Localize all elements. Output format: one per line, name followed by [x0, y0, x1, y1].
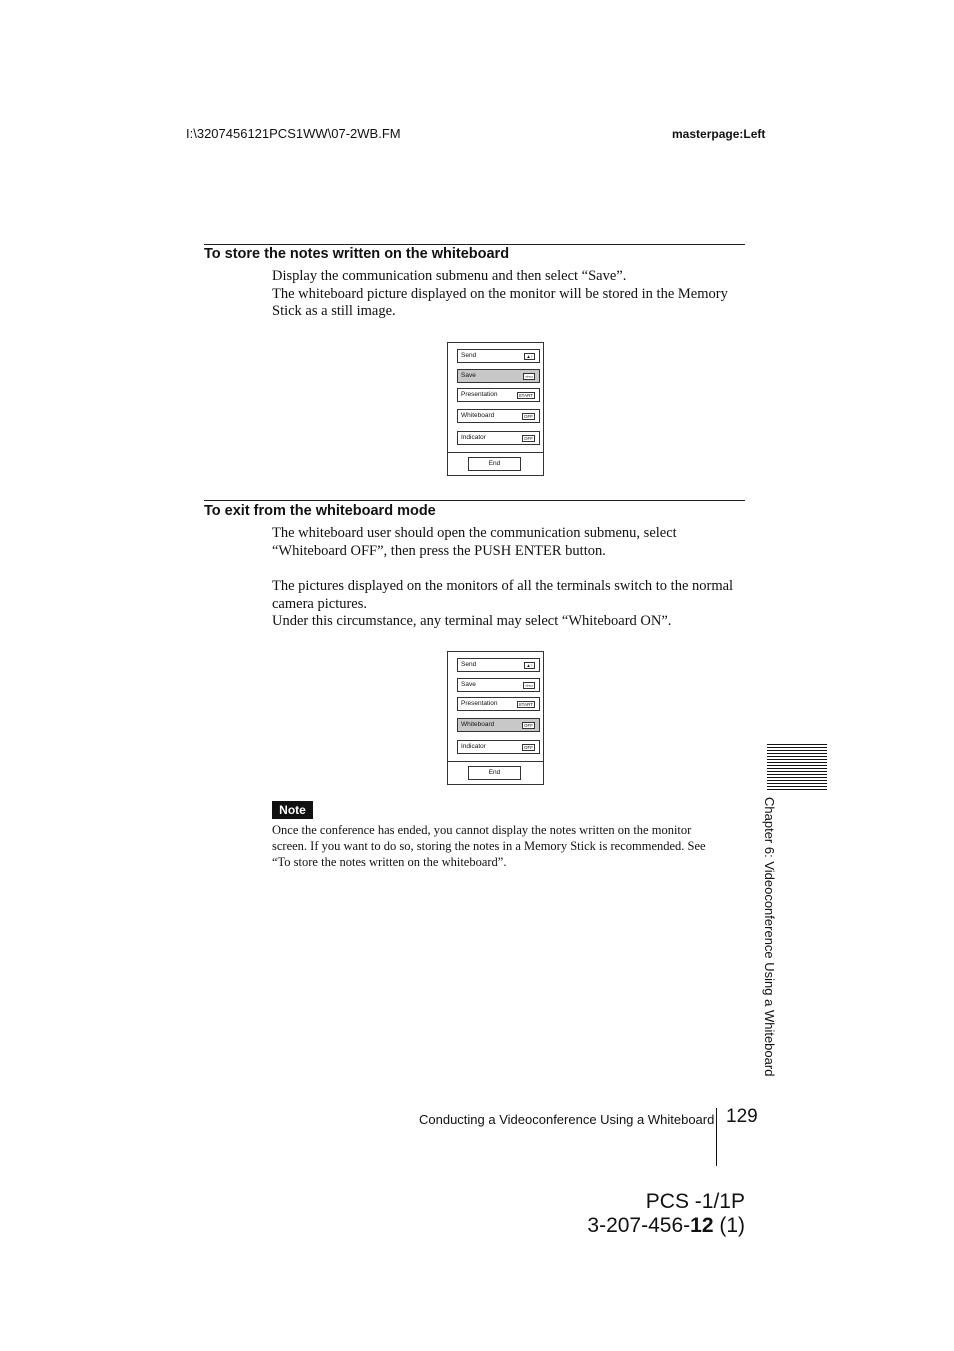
whiteboard-tag: OFF [524, 723, 533, 728]
note-text: Once the conference has ended, you cannot display the notes written on the monitor screen. If you want to do so, storing the notes in a Memory Stick is recommended. See “To store the notes written on the whiteboard”. [272, 823, 706, 869]
indicator-tag: OFF [524, 745, 533, 750]
send-icon: ▲↑ [526, 663, 533, 668]
menu-divider [448, 452, 543, 453]
communication-submenu-save [447, 342, 544, 476]
section2-paragraph1: The whiteboard user should open the communication submenu, select “Whiteboard OFF”, then press the PUSH ENTER button. [272, 525, 677, 559]
menu-item-save[interactable]: Save ⇒▭ [457, 678, 540, 692]
section1-title: To store the notes written on the whiteboard [204, 246, 510, 262]
model-code-block [560, 1190, 745, 1238]
presentation-tag: START [518, 702, 533, 707]
chapter-tab-marker [767, 744, 827, 790]
whiteboard-tag: OFF [524, 414, 533, 419]
menu-item-presentation[interactable]: Presentation START [457, 388, 540, 402]
note-badge: Note [272, 801, 313, 819]
menu-item-presentation[interactable]: Presentation START [457, 697, 540, 711]
end-button[interactable]: End [468, 457, 521, 471]
section1-paragraph: Display the communication submenu and then select “Save”. The whiteboard picture displayed on the monitor will be stored in the Memory Stick as a still image. [272, 268, 728, 319]
page-number: 129 [726, 1106, 758, 1127]
presentation-tag: START [518, 393, 533, 398]
header-file-path: I:\3207456121PCS1WW\07-2WB.FM [186, 126, 401, 141]
section2-rule [204, 500, 745, 501]
section2-paragraph2: The pictures displayed on the monitors of all the terminals switch to the normal camera pictures. Under this circumstance, any terminal may select “Whiteboard ON”. [272, 578, 734, 629]
memory-stick-icon: ⇒▭ [524, 683, 533, 688]
memory-stick-icon: ⇒▭ [524, 374, 533, 379]
end-button[interactable]: End [468, 766, 521, 780]
section1-rule [204, 244, 745, 245]
menu-item-send[interactable]: Send ▲↑ [457, 658, 540, 672]
menu-item-send[interactable]: Send ▲↑ [457, 349, 540, 363]
footer-divider [716, 1108, 717, 1166]
header-masterpage: masterpage:Left [672, 127, 766, 141]
menu-item-indicator[interactable]: Indicator OFF [457, 431, 540, 445]
send-icon: ▲↑ [526, 354, 533, 359]
menu-item-whiteboard[interactable]: Whiteboard OFF [457, 409, 540, 423]
menu-item-whiteboard[interactable]: Whiteboard OFF [457, 718, 540, 732]
menu-item-indicator[interactable]: Indicator OFF [457, 740, 540, 754]
document-code: 3-207-456-12 (1) [587, 1214, 745, 1237]
menu-item-save[interactable]: Save ⇒▭ [457, 369, 540, 383]
menu-divider [448, 761, 543, 762]
communication-submenu-whiteboard [447, 651, 544, 785]
indicator-tag: OFF [524, 436, 533, 441]
footer-section-title: Conducting a Videoconference Using a Whiteboard [419, 1112, 715, 1127]
chapter-label: Chapter 6: Videoconference Using a Whiteboard [762, 797, 777, 1077]
section2-title: To exit from the whiteboard mode [204, 503, 436, 519]
model-name: PCS -1/1P [645, 1190, 745, 1213]
